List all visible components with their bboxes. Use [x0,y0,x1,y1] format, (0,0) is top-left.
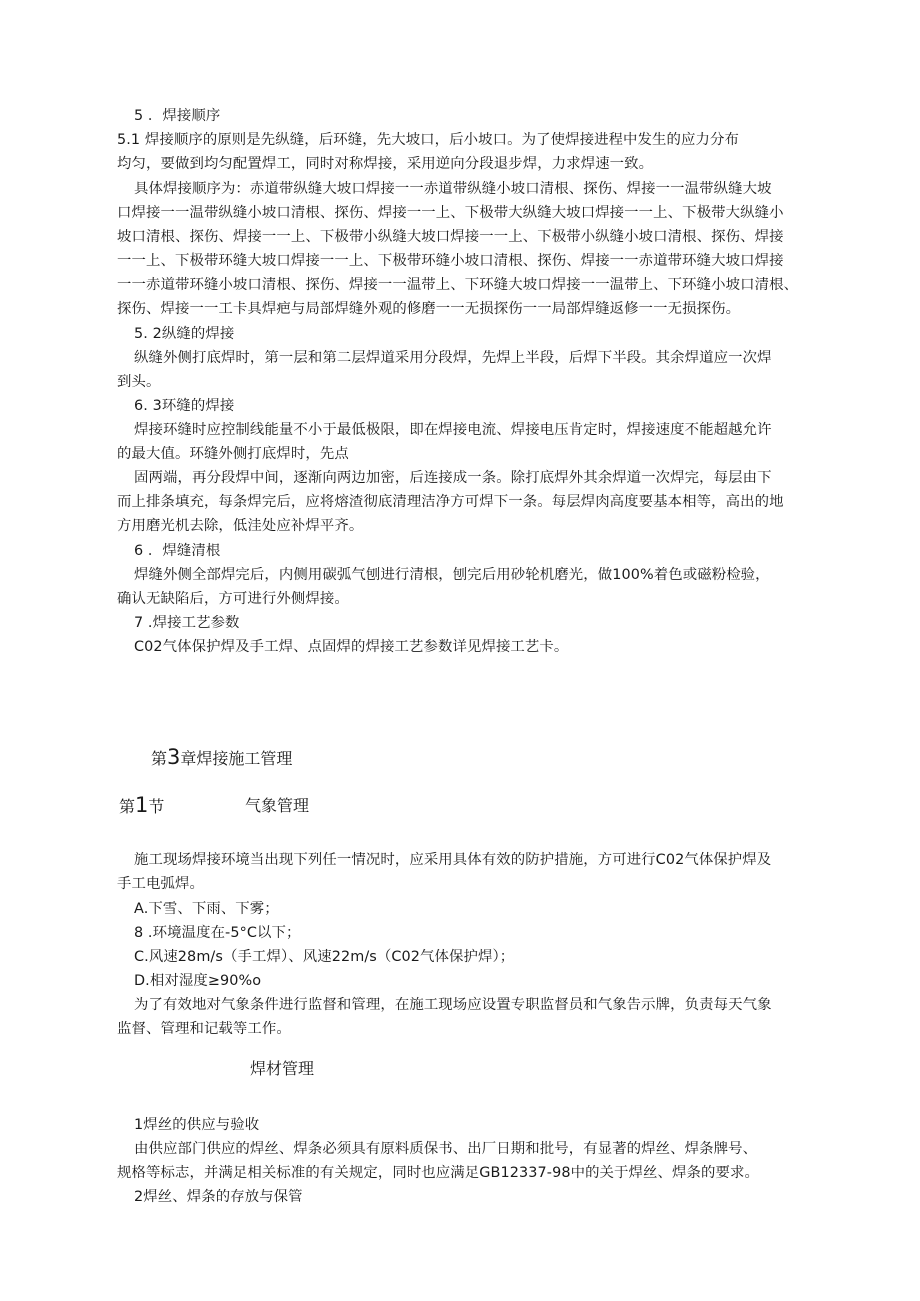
section-7-heading: 7 .焊接工艺参数 [134,615,240,631]
wire-storage-heading: 2焊丝、焊条的存放与保管 [134,1189,303,1205]
weather-intro-line: 施工现场焊接环境当出现下列任一情况时，应采用具体有效的防护措施，方可进行C02气体保护焊及 [134,852,772,868]
chapter-number: 3 [167,745,181,769]
wire-supply-line: 规格等标志，并满足相关标准的有关规定，同时也应满足GB12337-98中的关于焊丝、焊条的要求。 [117,1165,759,1181]
detail-sequence-line: 口焊接一一温带纵缝小坡口清根、探伤、焊接一一上、下极带大纵缝大坡口焊接一一上、下极带大纵缝小 [117,205,784,221]
detail-sequence-line: 一一上、下极带环缝大坡口焊接一一上、下极带环缝小坡口清根、探伤、焊接一一赤道带环缝大坡口焊接 [117,253,784,269]
chapter-title-prefix: 第 [151,749,168,768]
section-2-title: 焊材管理 [250,1059,315,1078]
detail-sequence-line: 坡口清根、探伤、焊接一一上、下极带小纵缝大坡口焊接一一上、下极带小纵缝小坡口清根、探伤、焊接 [117,229,784,245]
section-6-3-heading: 6. 3环缝的焊接 [134,398,235,414]
section-1-title: 气象管理 [245,796,310,815]
section-5-2-heading: 5. 2纵缝的焊接 [134,326,235,342]
section-number: 1 [135,793,149,817]
chapter-title [151,744,292,772]
section-6-3-line: 焊接环缝时应控制线能量不小于最低极限，即在焊接电流、焊接电压肯定时，焊接速度不能超越允许 [134,422,772,438]
weather-condition-item: A.下雪、下雨、下雾； [134,901,279,917]
section-6-3-line: 固两端，再分段焊中间，逐渐向两边加密，后连接成一条。除打底焊外其余焊道一次焊完，每层由下 [134,470,772,486]
section-label-suffix: 节 [148,797,165,816]
section-6-3-line: 方用磨光机去除，低洼处应补焊平齐。 [117,518,364,534]
section-6-heading: 6 ．焊缝清根 [134,543,221,559]
detail-sequence-line: 一一赤道带环缝小坡口清根、探伤、焊接一一温带上、下环缝大坡口焊接一一温带上、下环缝小坡口清根、 [117,277,799,293]
weather-intro-line: 手工电弧焊。 [117,876,204,892]
paragraph-5-1-line: 均匀，要做到均匀配置焊工，同时对称焊接，采用逆向分段退步焊，力求焊速一致。 [117,156,654,172]
weather-condition-item: D.相对湿度≥90%o [134,973,262,989]
section-5-2-line: 到头。 [117,374,161,390]
section-5-heading: 5 ．焊接顺序 [134,108,221,124]
weather-summary-line: 监督、管理和记载等工作。 [117,1021,291,1037]
wire-supply-heading: 1焊丝的供应与验收 [134,1117,260,1133]
detail-sequence-line: 具体焊接顺序为：赤道带纵缝大坡口焊接一一赤道带纵缝小坡口清根、探伤、焊接一一温带纵缝大坡 [134,181,772,197]
weather-condition-item: 8 .环境温度在-5°C以下； [134,925,301,941]
weather-condition-item: C.风速28m∕s（手工焊）、风速22m∕s（C02气体保护焊）； [134,949,515,965]
section-label-prefix: 第 [119,797,136,816]
weather-summary-line: 为了有效地对气象条件进行监督和管理，在施工现场应设置专职监督员和气象告示牌，负责每天气象 [134,997,772,1013]
section-6-3-line: 而上排条填充，每条焊完后，应将熔渣彻底清理洁净方可焊下一条。每层焊肉高度要基本相等，高出的地 [117,494,784,510]
detail-sequence-line: 探伤、焊接一一工卡具焊疤与局部焊缝外观的修磨一一无损探伤一一局部焊缝返修一一无损探伤。 [117,301,741,317]
paragraph-5-1-line: 5.1 焊接顺序的原则是先纵缝，后环缝，先大坡口，后小坡口。为了使焊接进程中发生的应力分布 [117,132,739,148]
section-5-2-line: 纵缝外侧打底焊时，第一层和第二层焊道采用分段焊，先焊上半段，后焊下半段。其余焊道应一次焊 [134,350,772,366]
section-1-label [119,792,164,820]
wire-supply-line: 由供应部门供应的焊丝、焊条必须具有原料质保书、出厂日期和批号，有显著的焊丝、焊条牌号、 [134,1141,758,1157]
section-6-3-line: 的最大值。环缝外侧打底焊时，先点 [117,446,349,462]
section-6-line: 确认无缺陷后，方可进行外侧焊接。 [117,591,349,607]
section-6-line: 焊缝外侧全部焊完后，内侧用碳弧气刨进行清根，刨完后用砂轮机磨光，做100%着色或磁粉检验， [134,567,770,583]
chapter-title-suffix: 章焊接施工管理 [180,749,293,768]
section-7-text: C02气体保护焊及手工焊、点固焊的焊接工艺参数详见焊接工艺卡。 [134,639,569,655]
